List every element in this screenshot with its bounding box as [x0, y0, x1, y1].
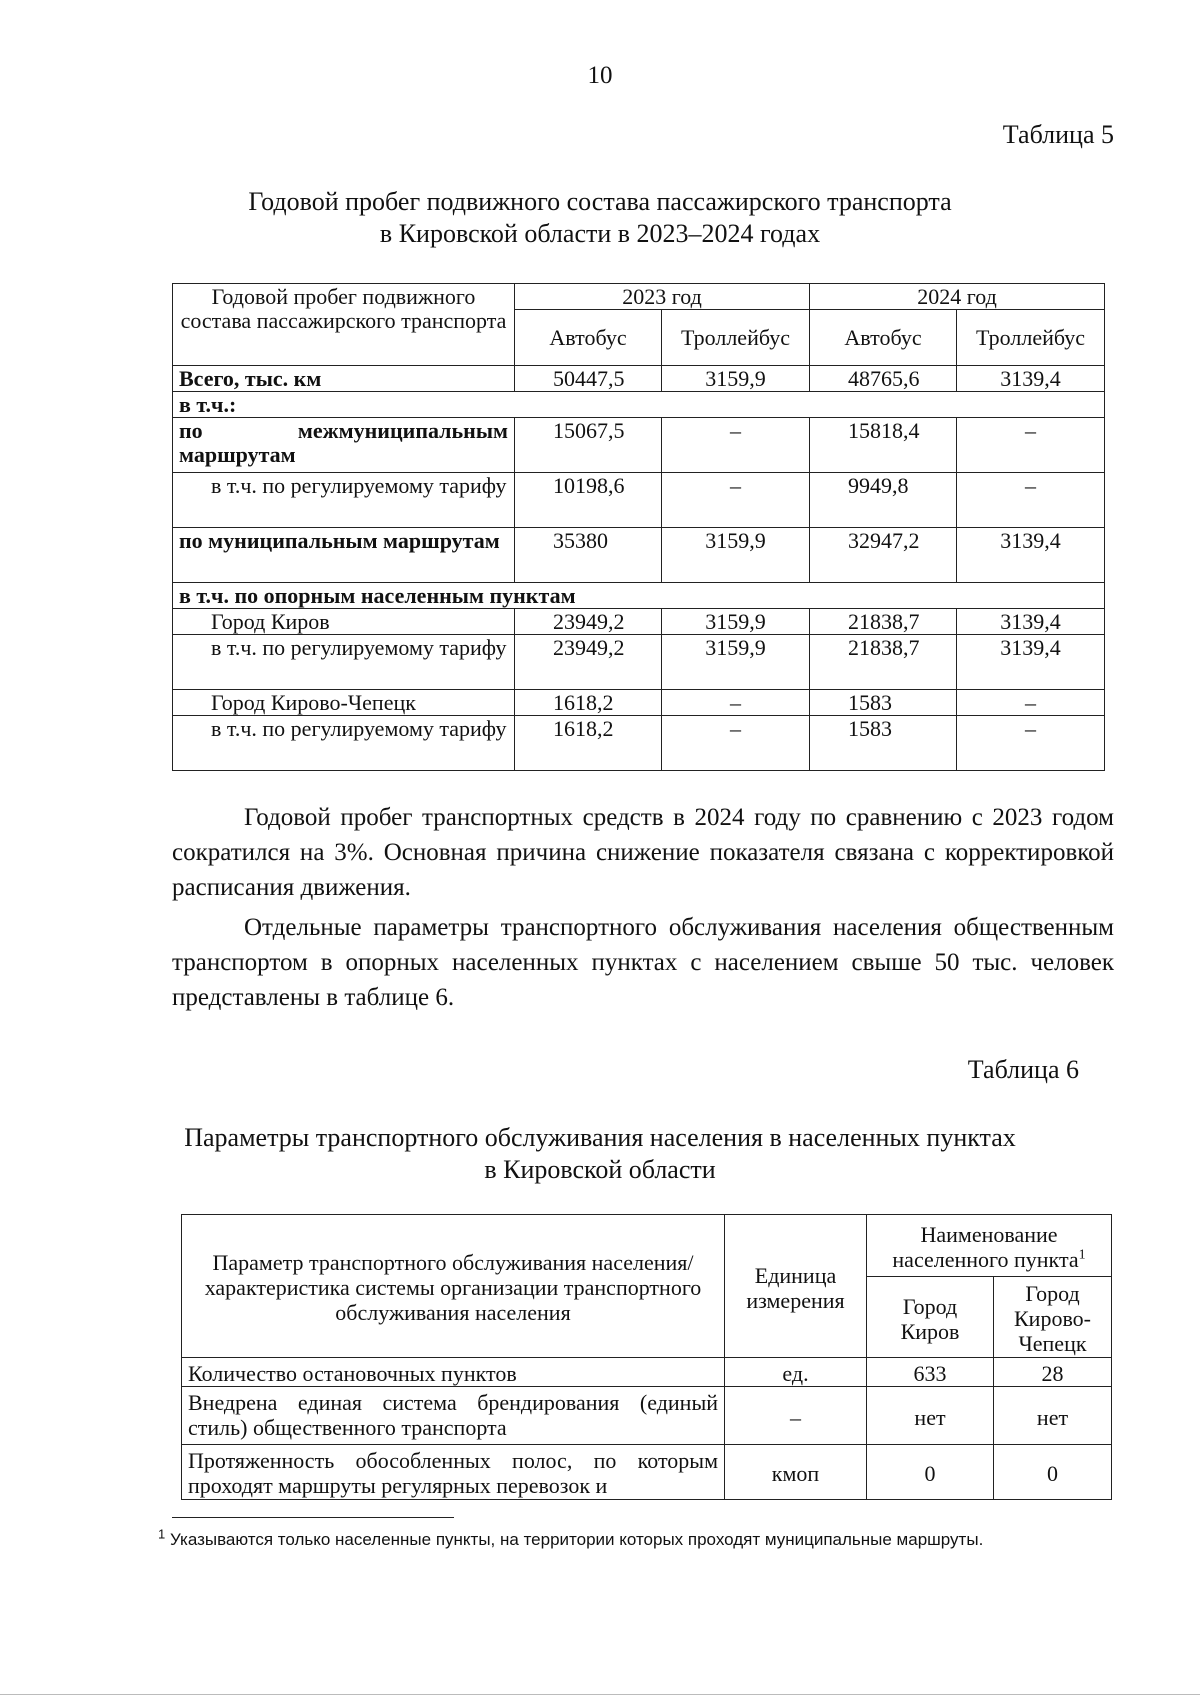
row-label: по межмуниципальным маршрутам — [173, 418, 515, 473]
unit-cell: – — [725, 1387, 867, 1445]
footnote — [158, 1528, 1058, 1552]
cell-bus-2024: 1583 — [810, 690, 957, 716]
cell-trolley-2024: – — [957, 473, 1105, 528]
unit-cell: ед. — [725, 1358, 867, 1387]
cell-trolley-2023: – — [662, 473, 810, 528]
cell-bus-2024: 32947,2 — [810, 528, 957, 583]
table6-header-row1 — [182, 1215, 1112, 1277]
table5-header-row1 — [173, 284, 1105, 310]
table5-header-year-2024: 2024 год — [810, 284, 1105, 310]
footnote-text: Указываются только населенные пункты, на территории которых проходят муниципальные маршруты. — [169, 1530, 984, 1549]
table6-header-settlement-text: Наименование населенного пункта — [892, 1222, 1079, 1272]
cell-trolley-2023: 3159,9 — [662, 528, 810, 583]
footnote-ref-mark: 1 — [1078, 1247, 1086, 1263]
cell-bus-2024: 1583 — [810, 716, 957, 771]
paragraph-table6-intro: Отдельные параметры транспортного обслуживания населения общественным транспортом в опорных населенных пунктах с населением свыше 50 тыс. человек представлены в таблице 6. — [172, 914, 1114, 1011]
unit-cell: кмоп — [725, 1445, 867, 1500]
cell-bus-2024: 9949,8 — [810, 473, 957, 528]
table-row — [173, 690, 1105, 716]
cell-trolley-2024: 3139,4 — [957, 528, 1105, 583]
param-cell: Количество остановочных пунктов — [182, 1358, 725, 1387]
table-row — [173, 528, 1105, 583]
table6-header-unit: Единица измерения — [725, 1215, 867, 1358]
table-row — [173, 609, 1105, 635]
cell-bus-2023: 15067,5 — [515, 418, 662, 473]
page-number: 10 — [587, 62, 613, 89]
cell-bus-2023: 23949,2 — [515, 635, 662, 690]
row-label: в т.ч. по регулируемому тарифу — [173, 635, 515, 690]
cell-trolley-2023: – — [662, 418, 810, 473]
page-bottom-edge — [0, 1694, 1200, 1695]
table6-header-param: Параметр транспортного обслуживания населения/ характеристика системы организации транспортного обслуживания населения — [182, 1215, 725, 1358]
cell-bus-2023: 50447,5 — [515, 366, 662, 392]
cell-trolley-2023: – — [662, 716, 810, 771]
table-row — [173, 418, 1105, 473]
cell-bus-2024: 21838,7 — [810, 609, 957, 635]
kirovo-chepetsk-cell: 0 — [994, 1445, 1112, 1500]
table-row — [173, 366, 1105, 392]
table6-title-line2: в Кировской области — [484, 1155, 716, 1184]
table5-header-bus-2024: Автобус — [810, 310, 957, 366]
paragraph-mileage-summary: Годовой пробег транспортных средств в 2024 году по сравнению с 2023 годом сократился на 3%. Основная причина снижение показателя связана с корректировкой расписания движения. — [172, 804, 1114, 901]
table5-header-trolley-2024: Троллейбус — [957, 310, 1105, 366]
row-label: в т.ч. по регулируемому тарифу — [173, 473, 515, 528]
table6-header-kirov: Город Киров — [867, 1277, 994, 1358]
kirov-cell: 0 — [867, 1445, 994, 1500]
cell-bus-2023: 10198,6 — [515, 473, 662, 528]
row-label: по муниципальным маршрутам — [173, 528, 515, 583]
table6-header-kirovo-chepetsk: Город Кирово-Чепецк — [994, 1277, 1112, 1358]
table6-title — [0, 1122, 1200, 1186]
table5 — [172, 283, 1105, 771]
table6-title-line1: Параметры транспортного обслуживания населения в населенных пунктах — [184, 1123, 1016, 1152]
cell-trolley-2024: – — [957, 690, 1105, 716]
cell-bus-2023: 1618,2 — [515, 690, 662, 716]
table-row — [182, 1387, 1112, 1445]
cell-trolley-2023: – — [662, 690, 810, 716]
cell-bus-2023: 1618,2 — [515, 716, 662, 771]
table5-header-bus-2023: Автобус — [515, 310, 662, 366]
table6 — [181, 1214, 1112, 1500]
row-label: в т.ч.: — [173, 392, 1105, 418]
table5-header-trolley-2023: Троллейбус — [662, 310, 810, 366]
row-label: Город Киров — [173, 609, 515, 635]
cell-trolley-2024: 3139,4 — [957, 635, 1105, 690]
table5-header-col0: Годовой пробег подвижного состава пассажирского транспорта — [173, 284, 515, 366]
param-cell: Протяженность обособленных полос, по которым проходят маршруты регулярных перевозок и — [182, 1445, 725, 1500]
cell-bus-2024: 21838,7 — [810, 635, 957, 690]
table6-header-settlement — [867, 1215, 1112, 1277]
cell-bus-2024: 15818,4 — [810, 418, 957, 473]
table-row — [173, 635, 1105, 690]
param-cell: Внедрена единая система брендирования (единый стиль) общественного транспорта — [182, 1387, 725, 1445]
footnote-divider — [172, 1517, 454, 1518]
cell-bus-2023: 23949,2 — [515, 609, 662, 635]
table-row — [182, 1445, 1112, 1500]
table5-title-line2: в Кировской области в 2023–2024 годах — [379, 219, 821, 248]
row-label: Город Кирово-Чепецк — [173, 690, 515, 716]
table-row — [173, 716, 1105, 771]
cell-trolley-2023: 3159,9 — [662, 609, 810, 635]
kirovo-chepetsk-cell: нет — [994, 1387, 1112, 1445]
row-label: в т.ч. по регулируемому тарифу — [173, 716, 515, 771]
cell-trolley-2024: 3139,4 — [957, 609, 1105, 635]
table5-title — [0, 186, 1200, 250]
cell-bus-2024: 48765,6 — [810, 366, 957, 392]
cell-trolley-2024: 3139,4 — [957, 366, 1105, 392]
cell-trolley-2024: – — [957, 716, 1105, 771]
kirovo-chepetsk-cell: 28 — [994, 1358, 1112, 1387]
table-row — [173, 392, 1105, 418]
cell-trolley-2024: – — [957, 418, 1105, 473]
cell-trolley-2023: 3159,9 — [662, 635, 810, 690]
cell-trolley-2023: 3159,9 — [662, 366, 810, 392]
table5-label: Таблица 5 — [1002, 120, 1114, 149]
row-label: Всего, тыс. км — [173, 366, 515, 392]
table-row — [173, 583, 1105, 609]
table5-header-year-2023: 2023 год — [515, 284, 810, 310]
table-row — [173, 473, 1105, 528]
table-row — [182, 1358, 1112, 1387]
row-label: в т.ч. по опорным населенным пунктам — [173, 583, 1105, 609]
table5-title-line1: Годовой пробег подвижного состава пассажирского транспорта — [248, 187, 952, 216]
cell-bus-2023: 35380 — [515, 528, 662, 583]
kirov-cell: 633 — [867, 1358, 994, 1387]
table6-label: Таблица 6 — [967, 1055, 1079, 1084]
footnote-mark: 1 — [158, 1526, 166, 1542]
kirov-cell: нет — [867, 1387, 994, 1445]
